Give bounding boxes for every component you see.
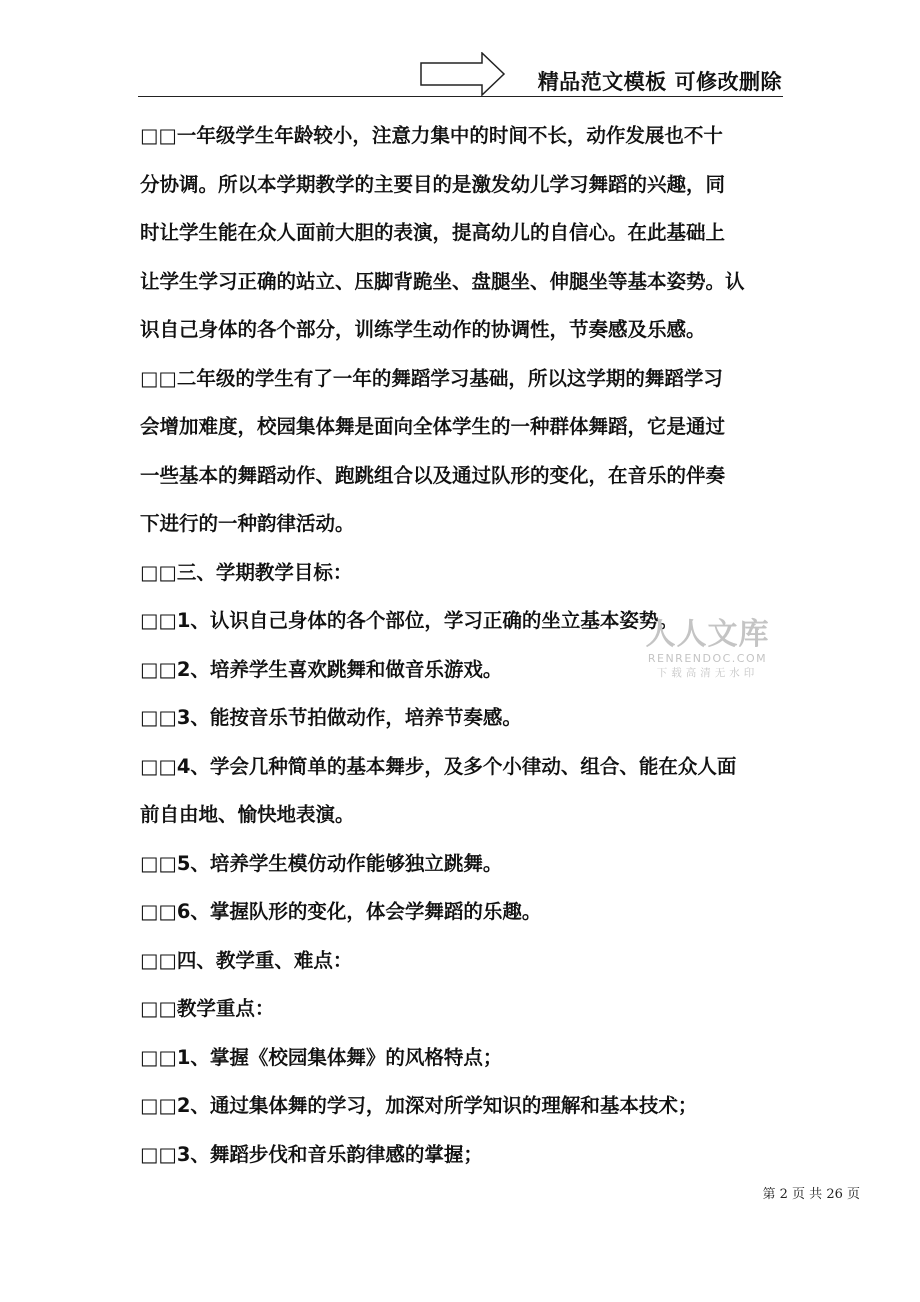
header-title: 精品范文模板 可修改删除: [537, 70, 782, 94]
text-line: 识自己身体的各个部分，训练学生动作的协调性，节奏感及乐感。: [140, 318, 706, 341]
text-line: 一些基本的舞蹈动作、跑跳组合以及通过队形的变化，在音乐的伴奏: [140, 463, 726, 487]
page-number: 第 2 页 共 26 页: [762, 1187, 860, 1202]
list-item: □□2、培养学生喜欢跳舞和做音乐游戏。: [140, 657, 503, 681]
list-item: □□1、掌握《校园集体舞》的风格特点；: [140, 1045, 503, 1069]
watermark-slogan: 下载高清无水印: [656, 667, 759, 679]
text-line: 时让学生能在众人面前大胆的表演，提高幼儿的自信心。在此基础上: [140, 221, 726, 244]
text-line: □□二年级的学生有了一年的舞蹈学习基础，所以这学期的舞蹈学习: [140, 366, 723, 390]
subsection-heading: □□教学重点：: [140, 997, 275, 1020]
list-item: □□2、通过集体舞的学习，加深对所学知识的理解和基本技术；: [140, 1094, 698, 1117]
list-item: □□6、掌握队形的变化，体会学舞蹈的乐趣。: [140, 900, 542, 923]
text-line: 下进行的一种韵律活动。: [140, 512, 355, 535]
text-line: 让学生学习正确的站立、压脚背跪坐、盘腿坐、伸腿坐等基本姿势。认: [140, 269, 745, 293]
list-item: □□3、能按音乐节拍做动作，培养节奏感。: [140, 706, 522, 729]
section-heading: □□四、教学重、难点：: [140, 948, 353, 972]
watermark-logo: 人人文库: [645, 617, 770, 652]
list-item: □□1、认识自己身体的各个部位，学习正确的坐立基本姿势。: [140, 609, 678, 632]
text-line: □□一年级学生年龄较小，注意力集中的时间不长，动作发展也不十: [140, 124, 723, 147]
text-line: 分协调。所以本学期教学的主要目的是激发幼儿学习舞蹈的兴趣，同: [140, 172, 726, 196]
watermark: [640, 618, 775, 681]
list-item: □□4、学会几种简单的基本舞步，及多个小律动、组合、能在众人面: [140, 754, 737, 778]
list-item: □□5、培养学生模仿动作能够独立跳舞。: [140, 851, 503, 875]
watermark-domain: RENRENDOC.COM: [647, 652, 768, 665]
arrow-right-icon: [420, 52, 506, 96]
header-divider: [138, 96, 783, 97]
text-line: 会增加难度，校园集体舞是面向全体学生的一种群体舞蹈，它是通过: [140, 415, 726, 438]
page-header: [0, 0, 920, 100]
list-item-continuation: 前自由地、愉快地表演。: [140, 803, 355, 826]
section-heading: □□三、学期教学目标：: [140, 560, 353, 584]
list-item: □□3、舞蹈步伐和音乐韵律感的掌握；: [140, 1142, 483, 1166]
